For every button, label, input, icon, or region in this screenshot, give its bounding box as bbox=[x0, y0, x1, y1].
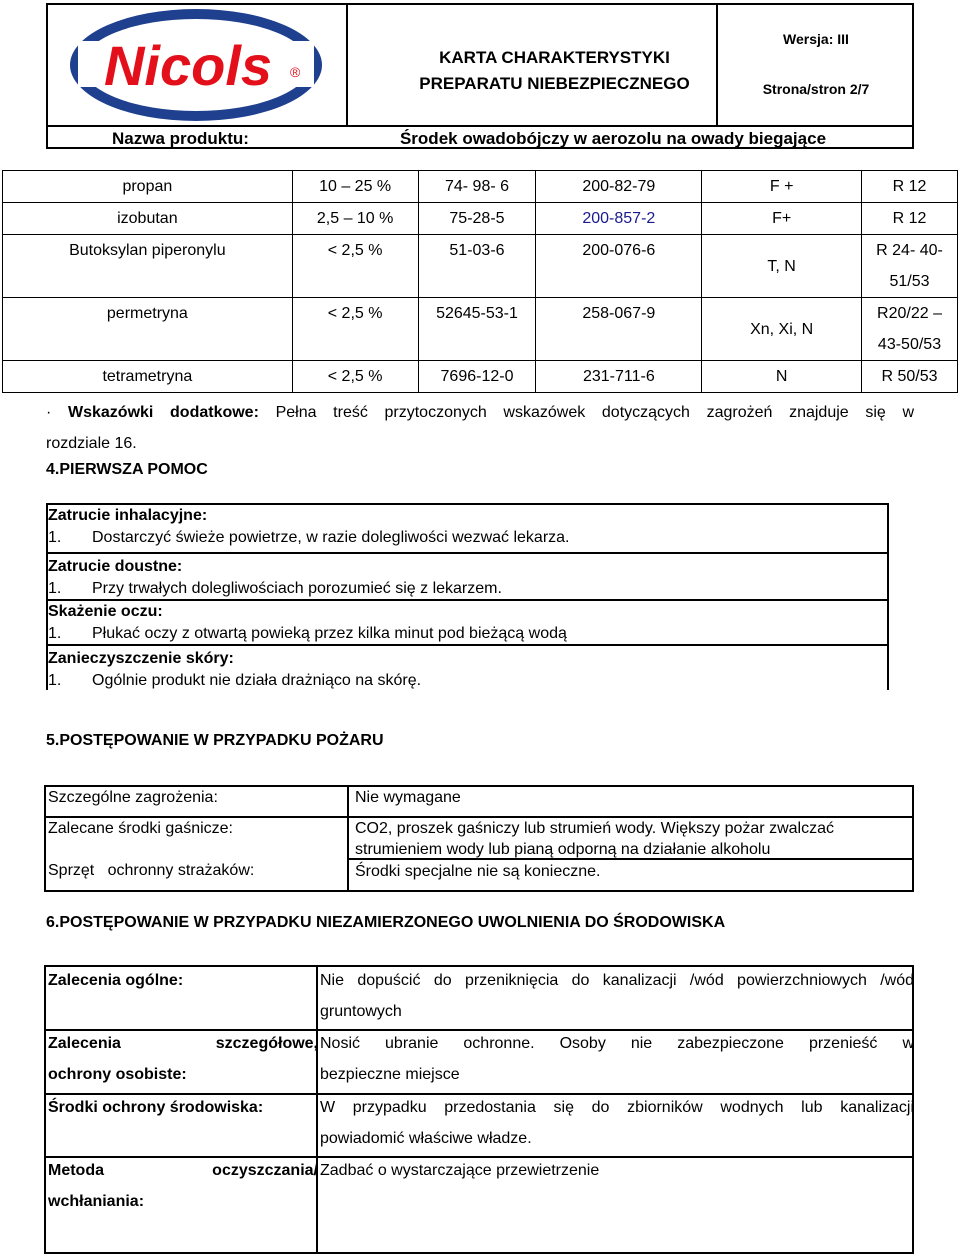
first-aid-item bbox=[48, 601, 887, 645]
table-row bbox=[3, 235, 958, 298]
logo-registered-mark: ® bbox=[290, 64, 301, 80]
notes-text-continued: rozdziale 16. bbox=[46, 435, 137, 452]
value-line: strumieniem wody lub pianą odporną na działanie alkoholu bbox=[355, 841, 771, 858]
title-line: PREPARATU NIEBEZPIECZNEGO bbox=[419, 74, 690, 93]
product-name-label: Nazwa produktu: bbox=[112, 129, 249, 148]
ingredient-cas: 7696-12-0 bbox=[418, 361, 536, 393]
table-row bbox=[3, 298, 958, 361]
ingredient-name: permetryna bbox=[3, 298, 293, 361]
first-aid-text: Przy trwałych dolegliwościach porozumieć się z lekarzem. bbox=[92, 580, 502, 597]
first-aid-text: Płukać oczy z otwartą powieką przez kilka minut pod bieżącą wodą bbox=[92, 625, 567, 642]
ingredient-name: izobutan bbox=[3, 203, 293, 235]
item-number: 1. bbox=[48, 529, 62, 546]
value-line: powiadomić właściwe władze. bbox=[320, 1130, 532, 1147]
ingredient-cas: 74- 98- 6 bbox=[418, 171, 536, 203]
value-line: Nosić ubranie ochronne. Osoby nie zabezpieczone przenieść w bbox=[320, 1035, 914, 1052]
title-line: KARTA CHARAKTERYSTYKI bbox=[439, 48, 670, 67]
item-number: 1. bbox=[48, 580, 62, 597]
row-divider bbox=[48, 644, 887, 646]
ingredient-concentration: < 2,5 % bbox=[292, 361, 418, 393]
first-aid-box bbox=[46, 503, 889, 690]
section-6-title: 6.POSTĘPOWANIE W PRZYPADKU NIEZAMIERZONEGO UWOLNIENIA DO ŚRODOWISKA bbox=[46, 914, 726, 931]
first-aid-heading: Zatrucie inhalacyjne: bbox=[48, 507, 208, 524]
ingredient-concentration: 2,5 – 10 % bbox=[292, 203, 418, 235]
fire-label: Zalecane środki gaśnicze: bbox=[48, 820, 233, 837]
fire-value bbox=[355, 818, 834, 860]
ingredient-symbol: Xn, Xi, N bbox=[702, 298, 862, 361]
ingredient-name: tetrametryna bbox=[3, 361, 293, 393]
table-row bbox=[3, 171, 958, 203]
fire-label: Szczególne zagrożenia: bbox=[48, 789, 218, 806]
first-aid-text: Dostarczyć świeże powietrze, w razie dolegliwości wezwać lekarza. bbox=[92, 529, 570, 546]
value-line: Nie dopuścić do przeniknięcia do kanalizacji /wód powierzchniowych /wód bbox=[320, 972, 914, 989]
table-row bbox=[3, 203, 958, 235]
document-header bbox=[46, 3, 914, 149]
release-value bbox=[320, 1092, 914, 1154]
value-line: CO2, proszek gaśniczy lub strumień wody. Większy pożar zwalczać bbox=[355, 820, 834, 837]
ingredient-concentration: 10 – 25 % bbox=[292, 171, 418, 203]
additional-notes bbox=[46, 397, 914, 428]
release-label bbox=[48, 1028, 318, 1090]
ingredient-cas: 52645-53-1 bbox=[418, 298, 536, 361]
ingredient-ec: 200-857-2 bbox=[536, 203, 702, 235]
ingredient-ec: 231-711-6 bbox=[536, 361, 702, 393]
first-aid-text: Ogólnie produkt nie działa drażniąco na skórę. bbox=[92, 672, 422, 689]
first-aid-item bbox=[48, 648, 887, 692]
ingredient-r-phrase: R 12 bbox=[862, 203, 958, 235]
first-aid-item bbox=[48, 505, 887, 549]
r-phrase-line: R20/22 – bbox=[877, 305, 942, 322]
document-title bbox=[348, 45, 761, 97]
r-phrase-line: 51/53 bbox=[889, 273, 930, 290]
product-name-value: Środek owadobójczy w aerozolu na owady biegające bbox=[399, 129, 827, 148]
fire-label: Sprzęt ochronny strażaków: bbox=[48, 862, 255, 879]
cell-divider bbox=[347, 785, 349, 818]
ingredient-r-phrase bbox=[862, 298, 958, 361]
r-phrase-line: 43-50/53 bbox=[877, 336, 942, 353]
ingredient-name: propan bbox=[3, 171, 293, 203]
ingredient-symbol: F + bbox=[702, 171, 862, 203]
row-divider bbox=[48, 552, 887, 554]
ingredient-symbol: T, N bbox=[702, 235, 862, 298]
header-divider bbox=[48, 125, 912, 127]
release-value bbox=[320, 1155, 914, 1186]
ingredient-ec: 200-82-79 bbox=[536, 171, 702, 203]
version-label: Wersja: III bbox=[783, 31, 849, 47]
label-line: ochrony osobiste: bbox=[48, 1066, 187, 1083]
first-aid-heading: Zatrucie doustne: bbox=[48, 558, 183, 575]
ingredient-r-phrase bbox=[862, 235, 958, 298]
first-aid-heading: Skażenie oczu: bbox=[48, 603, 163, 620]
logo-text: Nicols bbox=[103, 34, 273, 97]
release-value bbox=[320, 965, 914, 1027]
fire-value: Nie wymagane bbox=[355, 789, 461, 806]
fire-value: Środki specjalne nie są konieczne. bbox=[355, 863, 601, 880]
ingredients-table bbox=[2, 170, 958, 393]
section-5-title: 5.POSTĘPOWANIE W PRZYPADKU POŻARU bbox=[46, 732, 384, 749]
notes-label: Wskazówki dodatkowe: bbox=[68, 404, 259, 421]
item-number: 1. bbox=[48, 625, 62, 642]
label-line: wchłaniania: bbox=[48, 1193, 145, 1210]
ingredient-r-phrase: R 50/53 bbox=[862, 361, 958, 393]
ingredient-cas: 75-28-5 bbox=[418, 203, 536, 235]
value-line: bezpieczne miejsce bbox=[320, 1066, 460, 1083]
label-line: Zalecenia ogólne: bbox=[48, 972, 184, 989]
first-aid-item bbox=[48, 556, 887, 600]
section-4-title: 4.PIERWSZA POMOC bbox=[46, 461, 208, 478]
r-phrase-line: R 24- 40- bbox=[876, 242, 943, 259]
ingredient-ec: 258-067-9 bbox=[536, 298, 702, 361]
page-number: Strona/stron 2/7 bbox=[762, 81, 870, 97]
fire-fighting-table bbox=[44, 785, 914, 892]
release-label bbox=[48, 1155, 318, 1217]
ingredient-concentration: < 2,5 % bbox=[292, 235, 418, 298]
ingredient-cas: 51-03-6 bbox=[418, 235, 536, 298]
ingredient-name: Butoksylan piperonylu bbox=[3, 235, 293, 298]
table-row bbox=[3, 361, 958, 393]
value-line: Zadbać o wystarczające przewietrzenie bbox=[320, 1162, 600, 1179]
ingredient-concentration: < 2,5 % bbox=[292, 298, 418, 361]
nicols-logo bbox=[68, 7, 324, 123]
label-line: Zalecenia szczegółowe, bbox=[48, 1035, 318, 1052]
release-label bbox=[48, 965, 318, 996]
ingredient-symbol: N bbox=[702, 361, 862, 393]
value-line: W przypadku przedostania się do zbiorników wodnych lub kanalizacji bbox=[320, 1099, 914, 1116]
value-line: gruntowych bbox=[320, 1003, 402, 1020]
ingredient-r-phrase: R 12 bbox=[862, 171, 958, 203]
notes-text: Pełna treść przytoczonych wskazówek dotyczących zagrożeń znajduje się w bbox=[275, 404, 915, 421]
ingredient-ec: 200-076-6 bbox=[536, 235, 702, 298]
label-line: Środki ochrony środowiska: bbox=[48, 1099, 264, 1116]
ingredient-symbol: F+ bbox=[702, 203, 862, 235]
release-value bbox=[320, 1028, 914, 1090]
release-measures-table bbox=[44, 965, 914, 1254]
release-label bbox=[48, 1092, 318, 1123]
label-line: Metoda oczyszczania/ bbox=[48, 1162, 318, 1179]
first-aid-heading: Zanieczyszczenie skóry: bbox=[48, 650, 234, 667]
bullet: · bbox=[46, 404, 52, 421]
item-number: 1. bbox=[48, 672, 62, 689]
